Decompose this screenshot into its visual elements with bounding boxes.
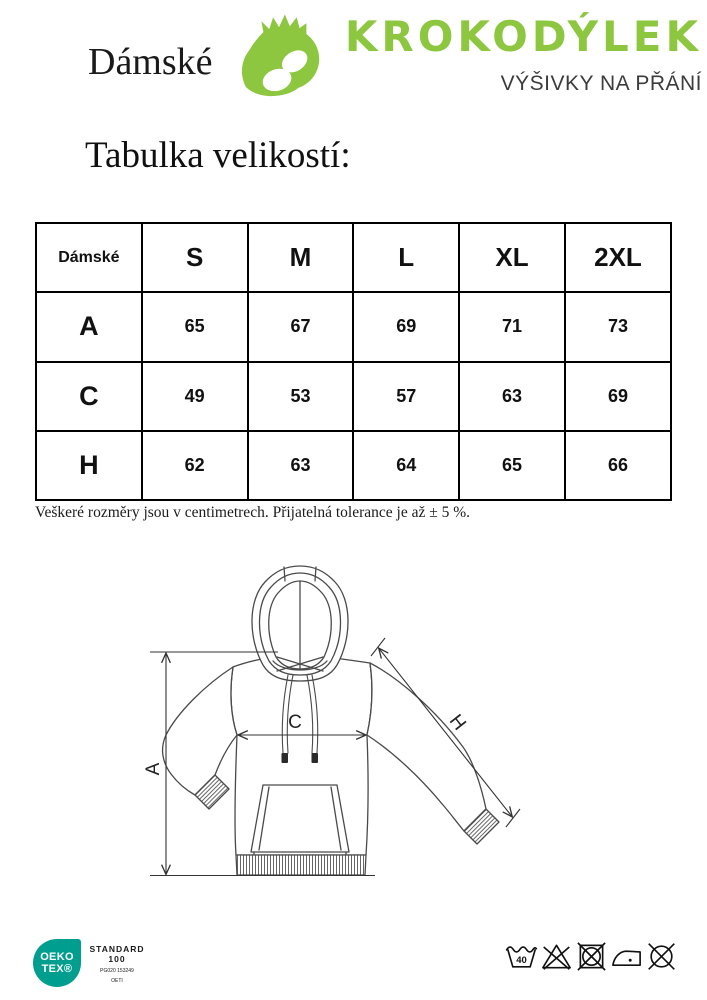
cell-h-xl: 65 <box>459 431 565 500</box>
table-header-size-s: S <box>142 223 248 292</box>
row-label-a: A <box>36 292 142 361</box>
oeko-cert-number: PG020 153249 <box>100 968 134 974</box>
table-header-size-l: L <box>353 223 459 292</box>
brand-tagline: VÝŠIVKY NA PŘÁNÍ <box>500 72 702 95</box>
diagram-label-h: H <box>444 710 470 735</box>
oeko-standard-number: 100 <box>108 954 126 964</box>
cell-h-2xl: 66 <box>565 431 671 500</box>
table-row-c <box>36 362 671 431</box>
category-label: Dámské <box>88 41 213 83</box>
diagram-label-a: A <box>143 762 164 776</box>
page-title: Tabulka velikostí: <box>85 135 351 176</box>
cell-h-l: 64 <box>353 431 459 500</box>
iron-one-dot-icon <box>610 940 643 973</box>
cell-a-xl: 71 <box>459 292 565 361</box>
oeko-badge-line1: OEKO <box>40 951 74 963</box>
do-not-bleach-icon <box>540 940 573 973</box>
do-not-tumble-dry-icon <box>575 940 608 973</box>
crocodile-logo-icon <box>236 10 324 109</box>
cell-h-m: 63 <box>248 431 354 500</box>
wash-temp-label: 40 <box>516 955 527 967</box>
table-header-size-m: M <box>248 223 354 292</box>
hoodie-diagram <box>125 545 585 910</box>
diagram-label-c: C <box>288 712 302 733</box>
cell-a-s: 65 <box>142 292 248 361</box>
cell-a-m: 67 <box>248 292 354 361</box>
cell-c-2xl: 69 <box>565 362 671 431</box>
table-header-size-xl: XL <box>459 223 565 292</box>
cell-a-l: 69 <box>353 292 459 361</box>
oeko-tex-badge <box>33 939 81 987</box>
table-row-a <box>36 292 671 361</box>
cell-a-2xl: 73 <box>565 292 671 361</box>
row-label-h: H <box>36 431 142 500</box>
oeko-tex-text <box>86 944 148 984</box>
table-row-h <box>36 431 671 500</box>
row-label-c: C <box>36 362 142 431</box>
table-header-category: Dámské <box>36 223 142 292</box>
measurements-note: Veškeré rozměry jsou v centimetrech. Přijatelná tolerance je až ± 5 %. <box>35 504 470 521</box>
oeko-institute: OETI <box>111 978 123 984</box>
cell-c-s: 49 <box>142 362 248 431</box>
brand-name: KROKODÝLEK <box>344 12 702 61</box>
cell-c-xl: 63 <box>459 362 565 431</box>
care-symbols <box>505 940 678 973</box>
size-table <box>35 222 672 501</box>
cell-h-s: 62 <box>142 431 248 500</box>
table-header-size-2xl: 2XL <box>565 223 671 292</box>
oeko-badge-line2: TEX® <box>41 963 73 975</box>
cell-c-l: 57 <box>353 362 459 431</box>
oeko-standard-label: STANDARD <box>89 944 145 954</box>
do-not-dry-clean-icon <box>645 940 678 973</box>
wash-40-icon <box>505 940 538 973</box>
cell-c-m: 53 <box>248 362 354 431</box>
table-header-row <box>36 223 671 292</box>
